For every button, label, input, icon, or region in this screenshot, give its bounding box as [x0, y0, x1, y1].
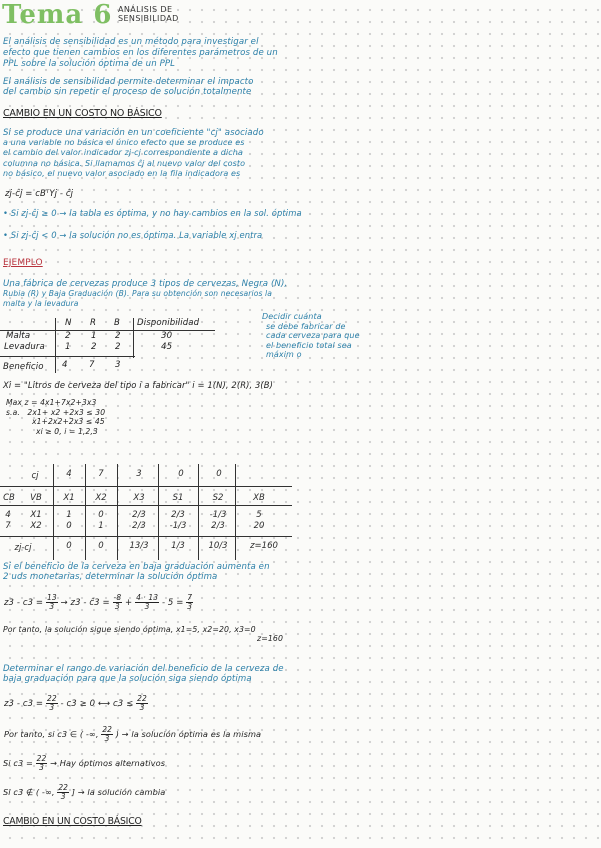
example-table-left-line — [55, 318, 56, 373]
simplex-cell: -1/3 — [169, 521, 187, 531]
intro-p2-line-1: El análisis de sensibilidad permite determinar el impacto — [3, 77, 254, 87]
simplex-cell: 2/3 — [171, 510, 185, 520]
section-heading-basic-cost: CAMBIO EN UN COSTO BÁSICO — [3, 816, 142, 827]
page-title: Tema 6 — [2, 0, 113, 30]
simplex-cj-value: 3 — [136, 469, 142, 479]
example-row-label: Beneficio — [3, 362, 44, 372]
analysis1-calculation — [4, 594, 193, 611]
alt-left: Si c3 = — [3, 758, 33, 768]
example-variables-definition: Xi = "Litros de cerveza del tipo i a fabricar" i = 1(N), 2(R), 3(B) — [3, 380, 274, 390]
side-note-line-2: se debe fabricar de — [266, 321, 346, 331]
calc-fraction-den: 3 — [49, 602, 55, 611]
notin-fraction-num: 22 — [58, 783, 69, 792]
analysis1-z-value: z=160 — [257, 634, 284, 643]
simplex-cj-line — [0, 486, 292, 487]
calc-fraction-num: 7 — [187, 593, 193, 602]
simplex-header: X3 — [133, 493, 145, 503]
analysis1-statement — [3, 562, 270, 582]
alt-fraction-den: 3 — [39, 763, 44, 772]
simplex-cj-value: 4 — [66, 469, 72, 479]
section1-bullet-optimal: • Si zj-ĉj ≥ 0 → la tabla es óptima, y no hay cambios en la sol. óptima — [3, 208, 302, 218]
intro-p2-line-2: del cambio sin repetir el proceso de solución totalmente — [3, 87, 252, 97]
section1-line-5: no básico, el nuevo valor asociado en la fila indicadora es — [3, 168, 241, 178]
calc-fraction — [135, 594, 159, 611]
alt-fraction-num: 22 — [36, 754, 47, 763]
simplex-header: X2 — [95, 493, 107, 503]
simplex-divider — [85, 464, 86, 560]
example-cell: 2 — [115, 331, 121, 341]
calc-fraction-den: 3 — [187, 602, 193, 611]
simplex-cell: 7 — [5, 521, 11, 531]
simplex-cell: 0 — [66, 521, 72, 531]
intro-paragraph-1 — [3, 37, 278, 70]
simplex-cell: X2 — [30, 521, 42, 531]
example-header-availability: Disponibilidad — [137, 318, 200, 328]
side-note-line-3: cada cerveza para que — [266, 331, 360, 340]
simplex-zj-cell: 0 — [98, 541, 104, 551]
example-cell: 4 — [62, 360, 68, 370]
side-note-line-1: Decidir cuánta — [262, 312, 322, 321]
simplex-cell: 2/3 — [132, 521, 146, 531]
notin-right: ] → la solución cambia — [71, 787, 166, 797]
example-line-2: Rubia (R) y Baja Graduación (B). Para su obtención son necesarios la — [3, 289, 272, 298]
interval-left: Por tanto, si c3 ∈ ( -∞, — [4, 729, 99, 739]
analysis1-conclusion: Por tanto, la solución sigue siendo óptima, x1=5, x2=20, x3=0 — [3, 625, 256, 634]
analysis1-line-1: Si el beneficio de la cerveza en baja graduación aumenta en — [3, 562, 270, 572]
example-side-note — [262, 312, 360, 360]
example-cell: 30 — [161, 331, 173, 341]
analysis2-line-1: Determinar el rango de variación del beneficio de la cerveza de — [3, 664, 284, 674]
example-cell: 1 — [91, 331, 97, 341]
simplex-cell: 20 — [253, 521, 265, 531]
simplex-divider — [158, 464, 159, 560]
simplex-zj-cell: 0 — [66, 541, 72, 551]
intro-p1-line-3: PPL sobre la solución óptima de un PPL — [3, 59, 176, 69]
simplex-divider — [117, 464, 118, 560]
intro-p1-line-2: efecto que tienen cambios en los diferentes parámetros de un — [3, 48, 278, 58]
model-constraint-3: xi ≥ 0, i = 1,2,3 — [36, 426, 98, 436]
simplex-cell: 1 — [66, 510, 72, 520]
model-constraint-2: x1+2x2+2x3 ≤ 45 — [32, 417, 105, 426]
example-table-top-line — [0, 330, 215, 331]
calc-fraction — [186, 594, 193, 611]
simplex-zj-cell: 13/3 — [129, 541, 149, 551]
calc-minus: - 5 = — [161, 598, 184, 608]
simplex-header: XB — [253, 493, 265, 503]
analysis2-statement — [3, 664, 284, 684]
example-header-n: N — [65, 318, 72, 328]
model-constraint-1: 2x1+ x2 +2x3 ≤ 30 — [27, 407, 106, 417]
example-cell: 2 — [91, 342, 97, 352]
subtitle-line-2: SENSIBILIDAD — [118, 14, 179, 23]
model-st-label: s.a. — [6, 407, 20, 417]
example-statement — [3, 279, 287, 309]
calc-fraction-den: 3 — [114, 602, 120, 611]
simplex-cj-label: cj — [31, 471, 39, 481]
calc-plus: + — [125, 598, 133, 608]
simplex-header-line — [0, 505, 292, 506]
simplex-header: VB — [30, 493, 42, 503]
interval-right: ) → la solución óptima es la misma — [115, 729, 262, 739]
ineq-left: z3 - c3 = — [4, 699, 44, 709]
notin-left: Si c3 ∉ ( -∞, — [3, 787, 55, 797]
simplex-cj-value: 7 — [98, 469, 104, 479]
example-line-3: malta y la levadura — [3, 299, 79, 308]
section1-bullet-not-optimal: • Si zj-ĉj < 0 → la solución no es óptima. La variable xj entra — [3, 230, 263, 240]
analysis2-inequality — [4, 695, 148, 712]
simplex-header: X1 — [63, 493, 75, 503]
calc-fraction — [113, 594, 123, 611]
example-table-right-line — [133, 318, 134, 358]
subtitle-line-1: ANÁLISIS DE — [118, 5, 173, 14]
example-model — [6, 398, 105, 436]
ineq-mid: - c3 ≥ 0 ⟷ c3 ≤ — [60, 699, 134, 709]
ineq-fraction-den: 3 — [49, 703, 55, 712]
simplex-cell: X1 — [30, 510, 42, 520]
notin-fraction-den: 3 — [60, 792, 66, 801]
example-header-b: B — [114, 318, 120, 328]
example-header-r: R — [90, 318, 97, 328]
calc-fraction-num: 4 · 13 — [136, 593, 159, 602]
interval-fraction — [101, 726, 113, 743]
ineq-fraction-num: 22 — [46, 694, 57, 703]
simplex-header: S1 — [172, 493, 184, 503]
ineq-fraction-num: 22 — [137, 694, 147, 703]
model-constraint-1-row — [6, 408, 105, 418]
example-cell: 7 — [89, 360, 95, 370]
ineq-fraction-den: 3 — [139, 703, 145, 712]
example-cell: 2 — [65, 331, 71, 341]
example-cell: 3 — [115, 360, 121, 370]
simplex-zj-cell: 10/3 — [208, 541, 228, 551]
simplex-divider — [198, 464, 199, 560]
simplex-body-line — [0, 536, 292, 537]
example-cell: 2 — [115, 342, 121, 352]
calc-mid: → z3 - ĉ3 = — [60, 598, 110, 608]
simplex-divider — [235, 464, 236, 560]
example-table-bottom-line — [0, 356, 135, 357]
page-subtitle — [118, 5, 179, 23]
section1-line-1: Si se produce una variación en un coeficiente "cj" asociado — [3, 128, 264, 138]
simplex-cj-value: 0 — [178, 469, 184, 479]
section1-body — [3, 128, 264, 179]
example-row-label: Malta — [6, 331, 31, 341]
side-note-line-5: máxim o — [266, 350, 302, 359]
simplex-zj-cell: 1/3 — [171, 541, 185, 551]
ineq-fraction — [136, 695, 148, 712]
analysis2-not-in — [3, 784, 165, 801]
calc-left: z3 - c3 = — [4, 598, 44, 608]
simplex-cell: 5 — [256, 510, 262, 520]
example-cell: 1 — [65, 342, 71, 352]
interval-fraction-num: 22 — [102, 725, 112, 734]
notin-fraction — [57, 784, 69, 801]
calc-fraction-num: 13 — [46, 593, 57, 602]
example-row-label: Levadura — [4, 342, 45, 352]
simplex-divider — [53, 464, 54, 560]
intro-paragraph-2 — [3, 77, 253, 97]
alt-fraction — [36, 755, 48, 772]
section1-line-3: el cambio del valor indicador zj-cj correspondiente a dicha — [3, 148, 243, 158]
analysis2-line-2: baja graduación para que la solución siga siendo óptima — [3, 674, 252, 684]
analysis1-line-2: 2 uds monetarias, determinar la solución óptima — [3, 572, 218, 582]
model-objective: Max z = 4x1+7x2+3x3 — [6, 398, 97, 407]
example-line-1: Una fábrica de cervezas produce 3 tipos de cervezas, Negra (N), — [3, 279, 288, 289]
section1-formula: zj-ĉj = cBᵀYj - ĉj — [5, 189, 74, 199]
alt-right: → Hay óptimos alternativos — [50, 758, 166, 768]
section1-line-2: a una variable no básica el único efecto que se produce es — [3, 138, 245, 148]
interval-fraction-den: 3 — [104, 734, 110, 743]
section-heading-non-basic-cost: CAMBIO EN UN COSTO NO BÁSICO — [3, 108, 162, 119]
side-note-line-4: el beneficio total sea — [266, 340, 352, 350]
calc-fraction-num: -8 — [113, 593, 122, 602]
simplex-cell: 2/3 — [211, 521, 225, 531]
calc-fraction — [46, 594, 58, 611]
analysis2-interval — [4, 726, 261, 743]
ineq-fraction — [46, 695, 58, 712]
simplex-cell: 0 — [98, 510, 104, 520]
simplex-cell: 2/3 — [132, 510, 146, 520]
simplex-cj-value: 0 — [216, 469, 222, 479]
analysis2-alternative — [3, 755, 165, 772]
example-cell: 45 — [161, 342, 173, 352]
simplex-zj-label: zj-cj — [14, 543, 32, 553]
example-heading: EJEMPLO — [3, 258, 43, 268]
simplex-cell: 4 — [5, 510, 11, 520]
simplex-zj-cell: z=160 — [250, 541, 278, 551]
intro-p1-line-1: El análisis de sensibilidad es un método para investigar el — [3, 37, 259, 47]
simplex-cell: -1/3 — [209, 510, 227, 520]
calc-fraction-den: 3 — [144, 602, 150, 611]
simplex-header: S2 — [212, 493, 224, 503]
section1-line-4: columna no básica. Si llamamos ĉj al nuevo valor del costo — [3, 158, 246, 168]
simplex-header: CB — [3, 493, 15, 503]
simplex-cell: 1 — [98, 521, 104, 531]
